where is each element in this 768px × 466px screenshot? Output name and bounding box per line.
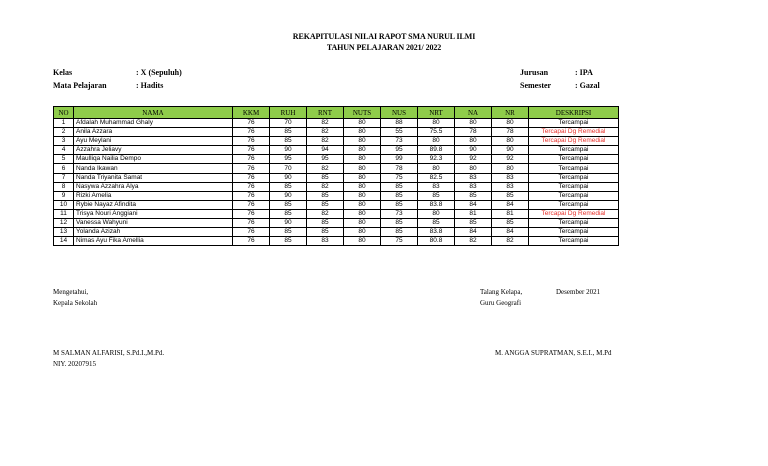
student-name: Azzahra Jeliavy — [74, 146, 233, 155]
rnt-cell: 85 — [307, 173, 344, 182]
table-row — [54, 200, 619, 209]
ruh-cell: 90 — [270, 219, 307, 228]
ruh-cell: 95 — [270, 155, 307, 164]
description-cell: Tercampai — [529, 119, 619, 128]
description-cell: Tercampai — [529, 173, 619, 182]
na-cell: 84 — [455, 228, 492, 237]
nr-cell: 92 — [492, 155, 529, 164]
rnt-cell: 85 — [307, 191, 344, 200]
column-header: RNT — [307, 107, 344, 119]
nr-cell: 90 — [492, 146, 529, 155]
student-name: Nanda Ikawan — [74, 164, 233, 173]
nr-cell: 84 — [492, 200, 529, 209]
student-name: Rybie Nayaz Afindita — [74, 200, 233, 209]
nr-cell: 85 — [492, 191, 529, 200]
description-cell: Tercampai — [529, 228, 619, 237]
description-cell: Tercampai — [529, 155, 619, 164]
student-name: Anila Azzara — [74, 128, 233, 137]
nr-cell: 80 — [492, 119, 529, 128]
rnt-cell: 85 — [307, 200, 344, 209]
nrt-cell: 80 — [418, 119, 455, 128]
semester-label: Semester — [520, 81, 552, 90]
kkm-cell: 76 — [233, 119, 270, 128]
signature-right-name: M. ANGGA SUPRATMAN, S.E.I., M.Pd — [495, 349, 612, 357]
na-cell: 83 — [455, 173, 492, 182]
nrt-cell: 82.5 — [418, 173, 455, 182]
table-row — [54, 155, 619, 164]
nus-cell: 55 — [381, 128, 418, 137]
row-number: 11 — [54, 209, 74, 218]
student-name: Rizki Amelia — [74, 191, 233, 200]
row-number: 6 — [54, 164, 74, 173]
kelas-row — [53, 68, 182, 77]
table-row — [54, 173, 619, 182]
nuts-cell: 80 — [344, 200, 381, 209]
description-cell: Tercapai Dg Remedial — [529, 128, 619, 137]
row-number: 3 — [54, 137, 74, 146]
na-cell: 90 — [455, 146, 492, 155]
table-header-row — [54, 107, 619, 119]
nr-cell: 78 — [492, 128, 529, 137]
nr-cell: 82 — [492, 237, 529, 246]
ruh-cell: 85 — [270, 237, 307, 246]
description-cell: Tercampai — [529, 219, 619, 228]
table-row — [54, 182, 619, 191]
signature-right-role: Guru Geografi — [480, 299, 522, 307]
column-header: NA — [455, 107, 492, 119]
nus-cell: 85 — [381, 228, 418, 237]
nrt-cell: 80 — [418, 137, 455, 146]
nuts-cell: 80 — [344, 219, 381, 228]
description-cell: Tercapai Dg Remedial — [529, 209, 619, 218]
nus-cell: 99 — [381, 155, 418, 164]
kkm-cell: 76 — [233, 200, 270, 209]
nus-cell: 85 — [381, 219, 418, 228]
description-cell: Tercampai — [529, 182, 619, 191]
nr-cell: 80 — [492, 137, 529, 146]
na-cell: 82 — [455, 237, 492, 246]
table-row — [54, 164, 619, 173]
nr-cell: 80 — [492, 164, 529, 173]
nuts-cell: 80 — [344, 146, 381, 155]
table-row — [54, 209, 619, 218]
kkm-cell: 76 — [233, 128, 270, 137]
row-number: 13 — [54, 228, 74, 237]
nr-cell: 83 — [492, 173, 529, 182]
nus-cell: 85 — [381, 182, 418, 191]
table-row — [54, 219, 619, 228]
nrt-cell: 85 — [418, 191, 455, 200]
rnt-cell: 82 — [307, 182, 344, 191]
jurusan-label: Jurusan — [520, 68, 549, 77]
ruh-cell: 85 — [270, 128, 307, 137]
ruh-cell: 85 — [270, 209, 307, 218]
student-name: Yolanda Azizah — [74, 228, 233, 237]
row-number: 12 — [54, 219, 74, 228]
na-cell: 83 — [455, 182, 492, 191]
ruh-cell: 85 — [270, 182, 307, 191]
page-title: REKAPITULASI NILAI RAPOT SMA NURUL ILMI — [292, 32, 476, 41]
nrt-cell: 92.3 — [418, 155, 455, 164]
na-cell: 80 — [455, 164, 492, 173]
nuts-cell: 80 — [344, 164, 381, 173]
nr-cell: 85 — [492, 219, 529, 228]
na-cell: 84 — [455, 200, 492, 209]
nrt-cell: 83.8 — [418, 200, 455, 209]
kkm-cell: 76 — [233, 146, 270, 155]
nuts-cell: 80 — [344, 137, 381, 146]
kkm-cell: 76 — [233, 228, 270, 237]
table-row — [54, 146, 619, 155]
ruh-cell: 90 — [270, 173, 307, 182]
ruh-cell: 90 — [270, 191, 307, 200]
nrt-cell: 83.8 — [418, 228, 455, 237]
jurusan-row — [520, 68, 593, 77]
nus-cell: 88 — [381, 119, 418, 128]
nrt-cell: 80 — [418, 164, 455, 173]
nr-cell: 84 — [492, 228, 529, 237]
na-cell: 78 — [455, 128, 492, 137]
rnt-cell: 82 — [307, 164, 344, 173]
kkm-cell: 76 — [233, 237, 270, 246]
rnt-cell: 82 — [307, 209, 344, 218]
row-number: 9 — [54, 191, 74, 200]
ruh-cell: 85 — [270, 200, 307, 209]
semester-row — [520, 81, 600, 90]
description-cell: Tercampai — [529, 191, 619, 200]
grades-table — [53, 106, 619, 246]
nrt-cell: 80 — [418, 209, 455, 218]
kkm-cell: 76 — [233, 164, 270, 173]
kkm-cell: 76 — [233, 191, 270, 200]
description-cell: Tercampai — [529, 146, 619, 155]
nus-cell: 78 — [381, 164, 418, 173]
kkm-cell: 76 — [233, 155, 270, 164]
ruh-cell: 90 — [270, 146, 307, 155]
signature-left-name: M SALMAN ALFARISI, S.Pd.I.,M.Pd. — [53, 349, 165, 357]
ruh-cell: 70 — [270, 164, 307, 173]
student-name: Nanda Triyanita Samat — [74, 173, 233, 182]
student-name: Maulliqa Nailia Dempo — [74, 155, 233, 164]
column-header: KKM — [233, 107, 270, 119]
description-cell: Tercampai — [529, 164, 619, 173]
column-header: RUH — [270, 107, 307, 119]
nus-cell: 75 — [381, 173, 418, 182]
student-name: Trisya Nouri Anggiani — [74, 209, 233, 218]
page-subtitle: TAHUN PELAJARAN 2021/ 2022 — [326, 43, 442, 52]
description-cell: Tercapai Dg Remedial — [529, 137, 619, 146]
kkm-cell: 76 — [233, 173, 270, 182]
nuts-cell: 80 — [344, 173, 381, 182]
rnt-cell: 82 — [307, 119, 344, 128]
nr-cell: 81 — [492, 209, 529, 218]
nuts-cell: 80 — [344, 228, 381, 237]
kkm-cell: 76 — [233, 219, 270, 228]
ruh-cell: 85 — [270, 137, 307, 146]
table-row — [54, 228, 619, 237]
signature-left-known: Mengetahui, — [53, 288, 89, 296]
na-cell: 80 — [455, 119, 492, 128]
student-name: Afdalah Muhammad Ghaly — [74, 119, 233, 128]
row-number: 2 — [54, 128, 74, 137]
kkm-cell: 76 — [233, 182, 270, 191]
signature-left-role: Kepala Sekolah — [53, 299, 98, 307]
student-name: Vanessa Wahyuni — [74, 219, 233, 228]
mapel-row — [53, 81, 163, 90]
signature-right-place: Talang Kelapa, — [480, 288, 523, 296]
nuts-cell: 80 — [344, 128, 381, 137]
nrt-cell: 80.8 — [418, 237, 455, 246]
kelas-label: Kelas — [53, 68, 73, 77]
nuts-cell: 80 — [344, 182, 381, 191]
column-header: NO — [54, 107, 74, 119]
table-row — [54, 119, 619, 128]
table-row — [54, 137, 619, 146]
kelas-value: : X (Sepuluh) — [136, 68, 182, 77]
table-body — [54, 119, 619, 246]
mapel-label: Mata Pelajaran — [53, 81, 107, 90]
rnt-cell: 83 — [307, 237, 344, 246]
table-row — [54, 237, 619, 246]
nr-cell: 83 — [492, 182, 529, 191]
nus-cell: 85 — [381, 191, 418, 200]
row-number: 1 — [54, 119, 74, 128]
column-header: DESKRIPSI — [529, 107, 619, 119]
student-name: Nasywa Azzahra Alya — [74, 182, 233, 191]
nrt-cell: 83 — [418, 182, 455, 191]
nuts-cell: 80 — [344, 155, 381, 164]
row-number: 5 — [54, 155, 74, 164]
kkm-cell: 76 — [233, 137, 270, 146]
description-cell: Tercampai — [529, 200, 619, 209]
column-header: NR — [492, 107, 529, 119]
nuts-cell: 80 — [344, 191, 381, 200]
na-cell: 81 — [455, 209, 492, 218]
nus-cell: 73 — [381, 137, 418, 146]
row-number: 10 — [54, 200, 74, 209]
semester-value: : Gazal — [575, 81, 600, 90]
column-header: NRT — [418, 107, 455, 119]
rnt-cell: 94 — [307, 146, 344, 155]
nus-cell: 95 — [381, 146, 418, 155]
rnt-cell: 85 — [307, 219, 344, 228]
row-number: 14 — [54, 237, 74, 246]
column-header: NUS — [381, 107, 418, 119]
na-cell: 80 — [455, 137, 492, 146]
na-cell: 85 — [455, 191, 492, 200]
nuts-cell: 80 — [344, 119, 381, 128]
mapel-value: : Hadits — [136, 81, 164, 90]
nus-cell: 85 — [381, 200, 418, 209]
nuts-cell: 80 — [344, 209, 381, 218]
rnt-cell: 82 — [307, 137, 344, 146]
row-number: 7 — [54, 173, 74, 182]
rnt-cell: 85 — [307, 228, 344, 237]
rnt-cell: 95 — [307, 155, 344, 164]
table-row — [54, 191, 619, 200]
description-cell: Tercampai — [529, 237, 619, 246]
table-row — [54, 128, 619, 137]
student-name: Ayu Meylani — [74, 137, 233, 146]
nrt-cell: 85 — [418, 219, 455, 228]
ruh-cell: 70 — [270, 119, 307, 128]
column-header: NUTS — [344, 107, 381, 119]
signature-left-nip: NIY. 20207915 — [53, 360, 97, 368]
student-name: Nimas Ayu Fika Amellia — [74, 237, 233, 246]
rnt-cell: 82 — [307, 128, 344, 137]
ruh-cell: 85 — [270, 228, 307, 237]
row-number: 8 — [54, 182, 74, 191]
na-cell: 85 — [455, 219, 492, 228]
column-header: NAMA — [74, 107, 233, 119]
row-number: 4 — [54, 146, 74, 155]
nus-cell: 73 — [381, 209, 418, 218]
nrt-cell: 89.8 — [418, 146, 455, 155]
signature-right-date: Desember 2021 — [556, 288, 601, 296]
na-cell: 92 — [455, 155, 492, 164]
nus-cell: 75 — [381, 237, 418, 246]
kkm-cell: 76 — [233, 209, 270, 218]
nuts-cell: 80 — [344, 237, 381, 246]
nrt-cell: 75.5 — [418, 128, 455, 137]
jurusan-value: : IPA — [575, 68, 593, 77]
